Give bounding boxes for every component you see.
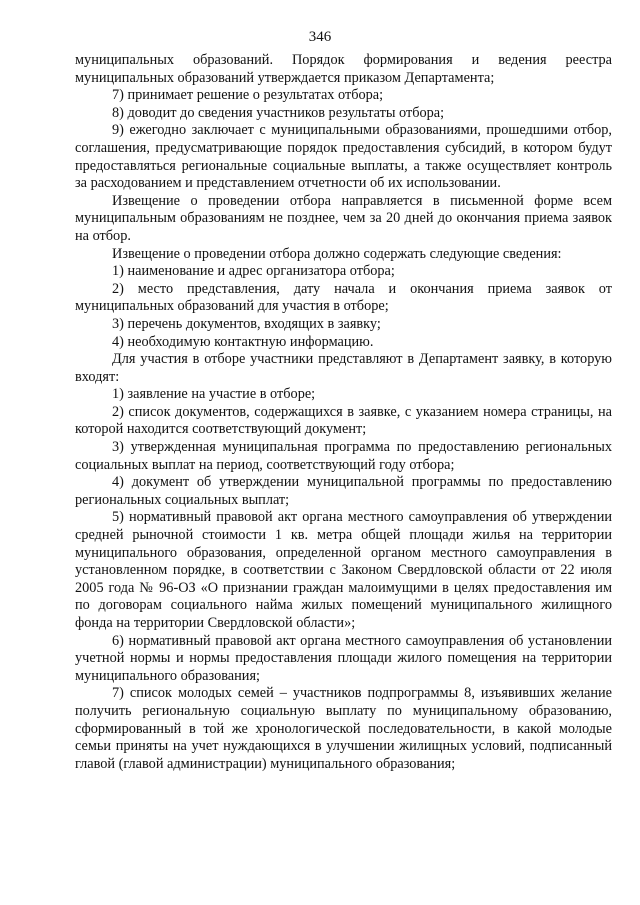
paragraph: 8) доводит до сведения участников результаты отбора; [112,104,445,121]
paragraph: 2) место представления, дату начала и окончания приема заявок от муниципальных образований для участия в отборе; [75,280,612,315]
paragraph: 3) перечень документов, входящих в заявку; [112,315,381,332]
page-number: 346 [308,29,332,45]
paragraph: Для участия в отборе участники представляют в Департамент заявку, в которую входят: [75,351,612,385]
paragraph: 1) наименование и адрес организатора отбора; [112,263,395,280]
paragraph: 7) принимает решение о результатах отбора; [112,87,384,104]
paragraph: Извещение о проведении отбора направляется в письменной форме всем муниципальным образованиям не позднее, чем за 20 дней до окончания приема заявок на отбор. [75,192,612,244]
paragraph: 4) необходимую контактную информацию. [112,333,374,350]
paragraph: 2) список документов, содержащихся в заявке, с указанием номера страницы, на которой находится соответствующий документ; [75,403,612,438]
paragraph: Извещение о проведении отбора должно содержать следующие сведения: [112,245,562,262]
document-body [75,52,612,773]
paragraph: 9) ежегодно заключает с муниципальными образованиями, прошедшими отбор, соглашения, предусматривающие порядок предоставления субсидий, в котором будут предоставляться региональные социальные выплаты, а также осуществляет контроль за расходованием и представлением отчетности об их использовании. [75,122,612,192]
paragraph: 4) документ об утверждении муниципальной программы по предоставлению региональных социальных выплат; [75,474,612,508]
paragraph: 7) список молодых семей – участников подпрограммы 8, изъявивших желание получить региональную социальную выплату по муниципальному образованию, сформированный в той же хронологической последовательности, в какой молодые семьи приняты на учет нуждающихся в улучшении жилищных условий, подписанный главой (главой администрации) муниципального образования; [75,685,612,772]
paragraph: муниципальных образований. Порядок формирования и ведения реестра муниципальных образований утверждается приказом Департамента; [75,52,612,86]
paragraph: 3) утвержденная муниципальная программа по предоставлению региональных социальных выплат на период, соответствующий году отбора; [75,439,612,473]
paragraph: 6) нормативный правовой акт органа местного самоуправления об установлении учетной нормы и нормы предоставления площади жилого помещения на территории муниципального образования; [75,632,612,684]
paragraph: 5) нормативный правовой акт органа местного самоуправления об утверждении средней рыночной стоимости 1 кв. метра общей площади жилья на территории муниципального образования, определенной органом местного самоуправления в установленном порядке, в соответствии с Законом Свердловской области от 22 июля 2005 года № 96-ОЗ «О признании граждан малоимущими в целях предоставления им по договорам социального найма жилых помещений муниципального жилищного фонда на территории Свердловской области»; [75,509,612,631]
paragraph: 1) заявление на участие в отборе; [112,386,316,403]
